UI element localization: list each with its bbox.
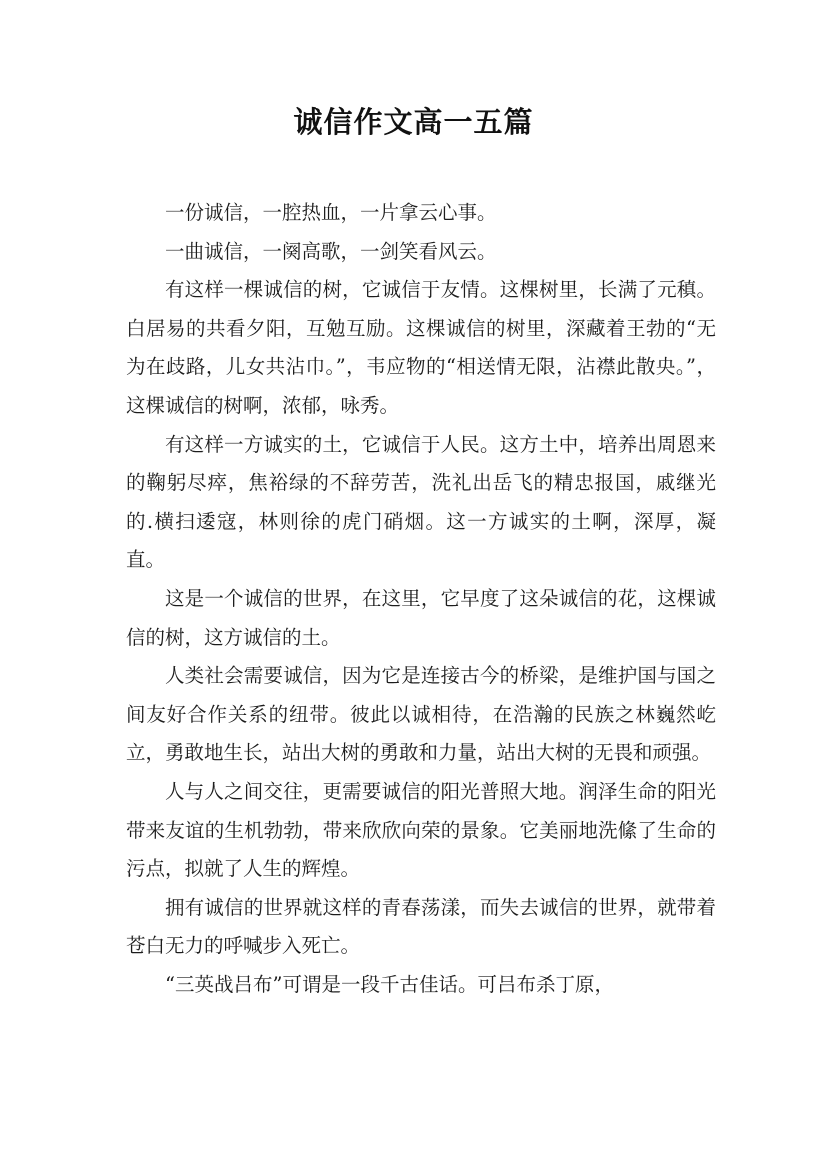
page-title: 诚信作文高一五篇 <box>293 105 534 139</box>
paragraph: “三英战吕布”可谓是一段千古佳话。可吕布杀丁原， <box>165 972 614 996</box>
paragraph: 人与人之间交往，更需要诚信的阳光普照大地。润泽生命的阳光带来友谊的生机勃勃，带来欣欣向荣的景象。它美丽地洗絛了生命的污点，拟就了人生的辉煌。 <box>126 779 716 881</box>
document-body <box>126 194 716 1004</box>
paragraph: 这是一个诚信的世界，在这里，它早度了这朵诚信的花，这棵诚信的树，这方诚信的土。 <box>126 586 716 649</box>
paragraph: 人类社会需要诚信，因为它是连接古今的桥梁，是维护国与国之间友好合作关系的纽带。彼此以诚相待，在浩瀚的民族之林巍然屹立，勇敢地生长，站出大树的勇敢和力量，站出大树的无畏和顽强。 <box>126 664 716 765</box>
paragraph: 拥有诚信的世界就这样的青春荡漾，而失去诚信的世界，就带着苍白无力的呼喊步入死亡。 <box>126 895 716 958</box>
paragraph: 有这样一棵诚信的树，它诚信于友情。这棵树里，长满了元稹。白居易的共看夕阳，互勉互励。这棵诚信的树里，深藏着王勃的“无为在歧路，儿女共沾巾。”，韦应物的“相送情无限，沾襟此散央。”，这棵诚信的树啊，浓郁，咏秀。 <box>126 278 716 417</box>
paragraph: 有这样一方诚实的土，它诚信于人民。这方土中，培养出周恩来的鞠躬尽瘁，焦裕绿的不辞劳苦，洗礼出岳飞的精忠报国，戚继光的.横扫逶寇，林则徐的虎门硝烟。这一方诚实的土啊，深厚，凝直。 <box>126 432 716 572</box>
paragraph: 一曲诚信，一阕高歌，一剑笑看风云。 <box>165 239 497 263</box>
paragraph: 一份诚信，一腔热血，一片拿云心事。 <box>165 201 497 224</box>
